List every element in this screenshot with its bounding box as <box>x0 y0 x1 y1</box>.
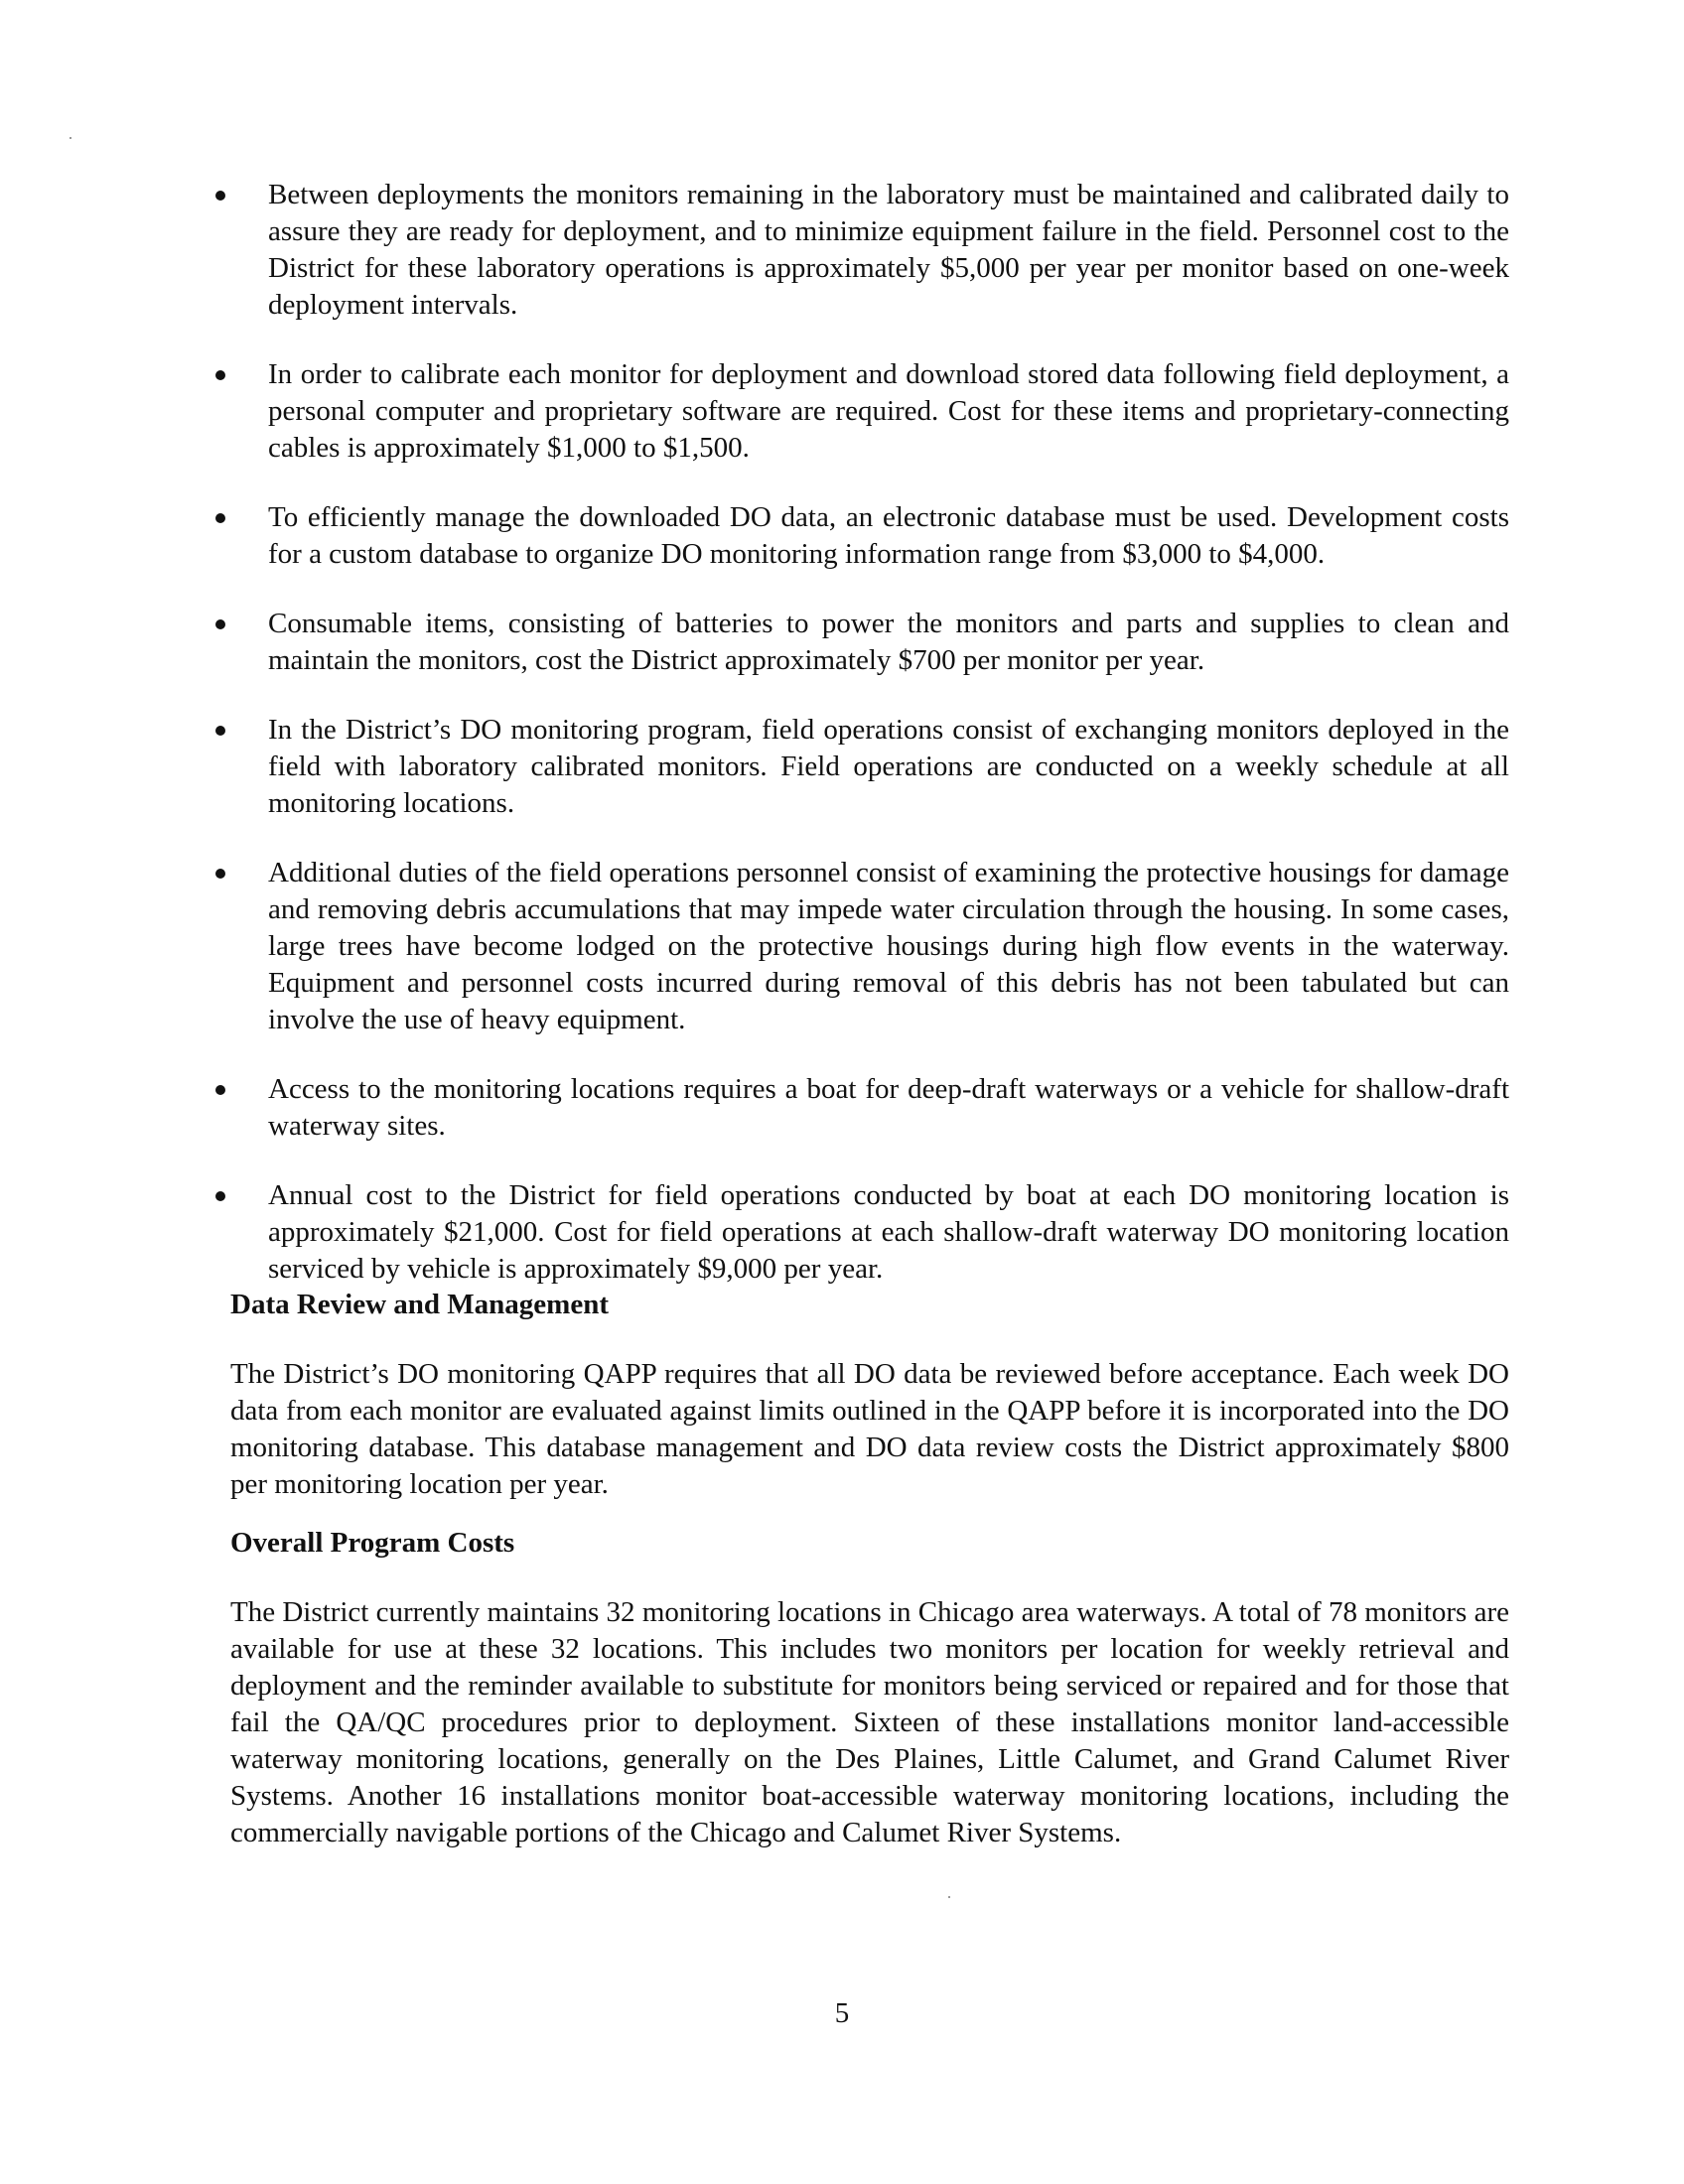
bullet-text: To efficiently manage the downloaded DO data, an electronic database must be used. Development costs for a custom database to organize DO monitoring information range from $3,000 to $4,000. <box>268 501 1509 570</box>
bullet-list <box>209 177 1509 1320</box>
bullet-item <box>209 712 1509 822</box>
bullet-text: Annual cost to the District for field operations conducted by boat at each DO monitoring location is approximately $21,000. Cost for field operations at each shallow-draft waterway DO monitoring location serviced by vehicle is approximately $9,000 per year. <box>268 1179 1509 1285</box>
overall-costs-section <box>230 1525 1509 1851</box>
page-number: 5 <box>834 1997 850 2029</box>
scan-speck <box>948 1896 950 1898</box>
section-heading: Data Review and Management <box>230 1289 609 1320</box>
bullet-dot-icon <box>215 726 225 736</box>
bullet-dot-icon <box>215 1085 225 1095</box>
bullet-item <box>209 1177 1509 1288</box>
bullet-text: Between deployments the monitors remaining in the laboratory must be maintained and calibrated daily to assure they are ready for deployment, and to minimize equipment failure in the field. Personnel cost to the District for these laboratory operations is approximately $5,000 per year per monitor based on one-week deployment intervals. <box>268 179 1509 321</box>
bullet-dot-icon <box>215 869 225 879</box>
section-heading: Overall Program Costs <box>230 1527 515 1559</box>
bullet-text: Additional duties of the field operations personnel consist of examining the protective housings for damage and removing debris accumulations that may impede water circulation through the housing. In some cases, large trees have become lodged on the protective housings during high flow events in the waterway. Equipment and personnel costs incurred during removal of this debris has not been tabulated but can involve the use of heavy equipment. <box>268 857 1509 1035</box>
section-paragraph: The District’s DO monitoring QAPP requires that all DO data be reviewed before acceptance. Each week DO data from each monitor are evaluated against limits outlined in the QAPP before it is incorporated into the DO monitoring database. This database management and DO data review costs the District approximately $800 per monitoring location per year. <box>230 1358 1509 1500</box>
bullet-item <box>209 1071 1509 1145</box>
bullet-item <box>209 499 1509 573</box>
bullet-item <box>209 606 1509 679</box>
bullet-text: Access to the monitoring locations requires a boat for deep-draft waterways or a vehicle for shallow-draft waterway sites. <box>268 1073 1509 1142</box>
section-paragraph: The District currently maintains 32 monitoring locations in Chicago area waterways. A total of 78 monitors are available for use at these 32 locations. This includes two monitors per location for weekly retrieval and deployment and the reminder available to substitute for monitors being serviced or repaired and for those that fail the QA/QC procedures prior to deployment. Sixteen of these installations monitor land-accessible waterway monitoring locations, generally on the Des Plaines, Little Calumet, and Grand Calumet River Systems. Another 16 installations monitor boat-accessible waterway monitoring locations, including the commercially navigable portions of the Chicago and Calumet River Systems. <box>230 1596 1509 1848</box>
bullet-item <box>209 177 1509 324</box>
bullet-dot-icon <box>215 370 225 380</box>
bullet-dot-icon <box>215 1191 225 1201</box>
bullet-text: In order to calibrate each monitor for deployment and download stored data following field deployment, a personal computer and proprietary software are required. Cost for these items and proprietary-connecting cables is approximately $1,000 to $1,500. <box>268 358 1509 464</box>
bullet-item <box>209 356 1509 467</box>
scan-speck <box>70 137 71 139</box>
bullet-text: Consumable items, consisting of batteries to power the monitors and parts and supplies to clean and maintain the monitors, cost the District approximately $700 per monitor per year. <box>268 608 1509 676</box>
bullet-dot-icon <box>215 619 225 629</box>
bullet-text: In the District’s DO monitoring program, field operations consist of exchanging monitors deployed in the field with laboratory calibrated monitors. Field operations are conducted on a weekly schedule at all monitoring locations. <box>268 714 1509 819</box>
bullet-item <box>209 855 1509 1038</box>
bullet-dot-icon <box>215 191 225 201</box>
data-review-section <box>230 1287 1509 1503</box>
bullet-dot-icon <box>215 513 225 523</box>
